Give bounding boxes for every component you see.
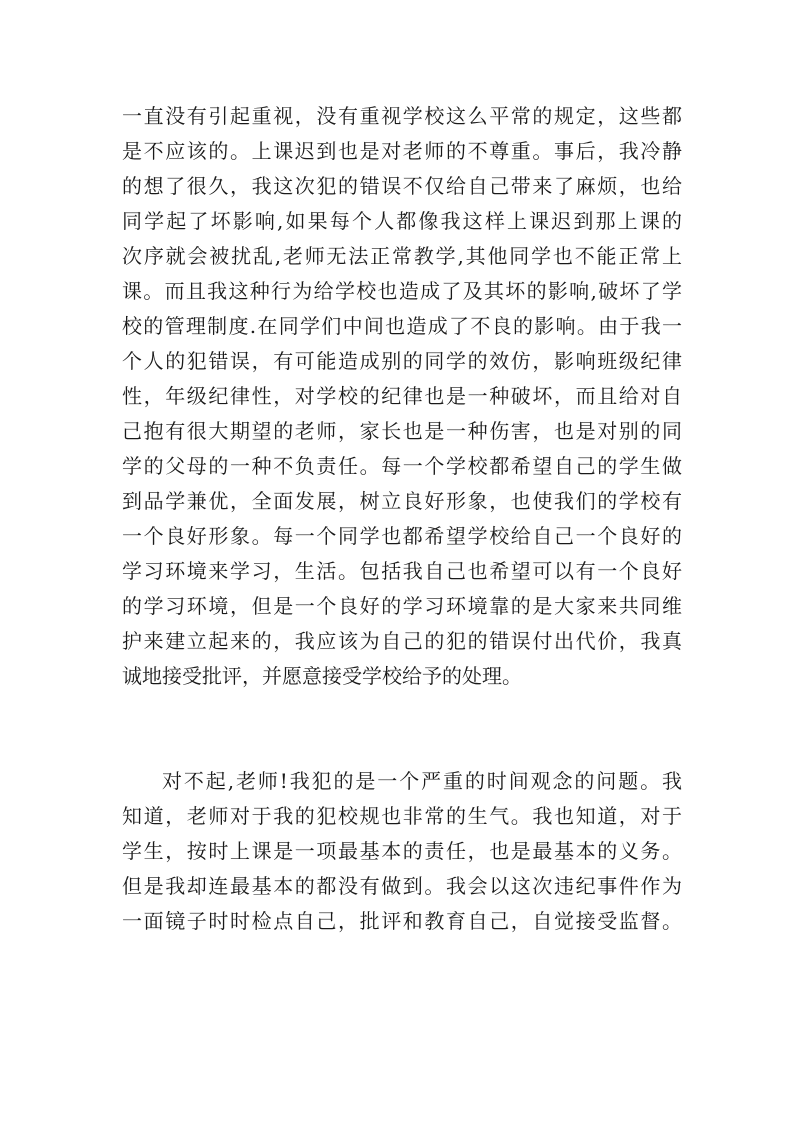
text-line: 的想了很久，我这次犯的错误不仅给自己带来了麻烦，也给 [122, 174, 682, 198]
text-line: 诚地接受批评，并愿意接受学校给予的处理。 [122, 664, 522, 688]
text-line: 个人的犯错误，有可能造成别的同学的效仿，影响班级纪律 [122, 349, 682, 373]
text-line: 一个良好形象。每一个同学也都希望学校给自己一个良好的 [122, 524, 682, 548]
text-line: 性，年级纪律性，对学校的纪律也是一种破坏，而且给对自 [122, 384, 682, 408]
text-line: 的学习环境，但是一个良好的学习环境靠的是大家来共同维 [122, 594, 682, 618]
paragraph-2 [122, 764, 682, 939]
text-line: 一面镜子时时检点自己，批评和教育自己，自觉接受监督。 [122, 909, 682, 933]
text-line: 课。而且我这种行为给学校也造成了及其坏的影响,破坏了学 [122, 279, 682, 303]
text-line: 一直没有引起重视，没有重视学校这么平常的规定，这些都 [122, 104, 682, 128]
text-line: 校的管理制度.在同学们中间也造成了不良的影响。由于我一 [122, 314, 682, 338]
text-line: 次序就会被扰乱,老师无法正常教学,其他同学也不能正常上 [122, 244, 682, 268]
text-line: 己抱有很大期望的老师，家长也是一种伤害，也是对别的同 [122, 419, 682, 443]
paragraph-1 [122, 99, 682, 694]
text-line: 学的父母的一种不负责任。每一个学校都希望自己的学生做 [122, 454, 682, 478]
text-line: 但是我却连最基本的都没有做到。我会以这次违纪事件作为 [122, 874, 682, 898]
text-line: 对不起,老师!我犯的是一个严重的时间观念的问题。我 [162, 769, 682, 793]
text-line: 学生，按时上课是一项最基本的责任，也是最基本的义务。 [122, 839, 682, 863]
text-line: 同学起了坏影响,如果每个人都像我这样上课迟到那上课的 [122, 209, 682, 233]
text-line: 知道，老师对于我的犯校规也非常的生气。我也知道，对于 [122, 804, 682, 828]
text-line: 是不应该的。上课迟到也是对老师的不尊重。事后，我冷静 [122, 139, 682, 163]
text-line: 到品学兼优，全面发展，树立良好形象，也使我们的学校有 [122, 489, 682, 513]
text-line: 学习环境来学习，生活。包括我自己也希望可以有一个良好 [122, 559, 682, 583]
text-line: 护来建立起来的，我应该为自己的犯的错误付出代价，我真 [122, 629, 682, 653]
